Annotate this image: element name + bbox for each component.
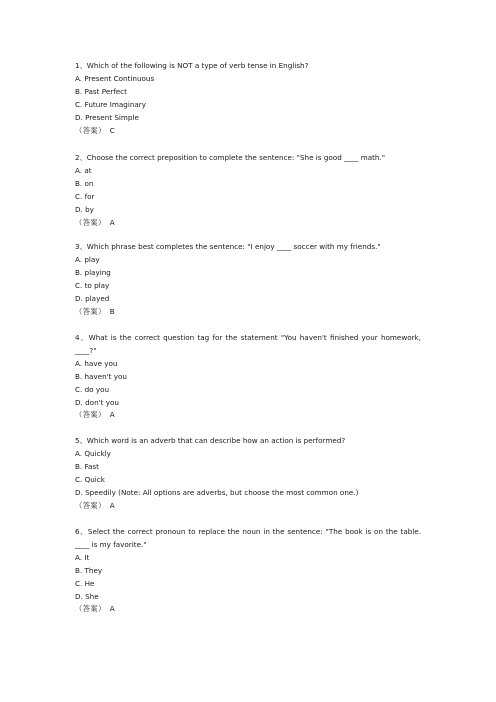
question-stem: 1、Which of the following is NOT a type of verb tense in English?: [75, 61, 309, 70]
answer-value: A: [109, 410, 115, 420]
option-b: B. haven't you: [75, 371, 127, 381]
answer-line: [75, 409, 421, 422]
question-1: [75, 60, 421, 137]
question-6: [75, 526, 421, 616]
option-a: A. at: [75, 165, 92, 175]
option-d: D. played: [75, 293, 110, 303]
option-c: C. Future Imaginary: [75, 99, 147, 109]
option-a: A. Quickly: [75, 448, 111, 458]
answer-value: B: [109, 306, 115, 316]
option-b: B. Past Perfect: [75, 86, 127, 96]
answer-label: （答案）: [75, 604, 106, 614]
answer-line: [75, 603, 421, 616]
question-stem: 3、Which phrase best completes the sentence: "I enjoy ____ soccer with my friends.": [75, 242, 381, 251]
option-c: C. do you: [75, 384, 110, 394]
answer-value: A: [109, 500, 115, 510]
option-c: C. to play: [75, 280, 110, 290]
question-2: [75, 152, 421, 229]
option-b: B. Fast: [75, 461, 99, 471]
answer-label: （答案）: [75, 125, 106, 135]
option-d: D. She: [75, 591, 99, 601]
answer-line: [75, 500, 421, 513]
option-a: A. have you: [75, 358, 118, 368]
answer-value: A: [109, 604, 115, 614]
option-a: A. It: [75, 552, 90, 562]
option-d: D. don't you: [75, 397, 119, 407]
question-3: [75, 241, 421, 318]
option-b: B. They: [75, 565, 103, 575]
question-4: [75, 332, 421, 422]
option-a: A. play: [75, 254, 100, 264]
answer-value: C: [109, 125, 115, 135]
answer-label: （答案）: [75, 217, 106, 227]
answer-value: A: [109, 217, 115, 227]
answer-label: （答案）: [75, 306, 106, 316]
question-stem: 5、Which word is an adverb that can describe how an action is performed?: [75, 436, 346, 445]
answer-line: [75, 125, 421, 138]
option-c: C. for: [75, 191, 95, 201]
option-d: D. Speedily (Note: All options are adverbs, but choose the most common one.): [75, 487, 359, 497]
answer-label: （答案）: [75, 410, 106, 420]
option-a: A. Present Continuous: [75, 73, 155, 83]
question-5: [75, 435, 421, 512]
option-b: B. on: [75, 178, 94, 188]
option-c: C. Quick: [75, 474, 105, 484]
question-stem: 6、Select the correct pronoun to replace the noun in the sentence: "The book is on the table. ____ is my favorite.": [75, 527, 421, 549]
option-d: D. Present Simple: [75, 112, 139, 122]
question-stem: 2、Choose the correct preposition to complete the sentence: "She is good ____ math.": [75, 153, 386, 162]
option-b: B. playing: [75, 267, 111, 277]
answer-line: [75, 306, 421, 319]
answer-label: （答案）: [75, 500, 106, 510]
option-c: C. He: [75, 578, 95, 588]
answer-line: [75, 217, 421, 230]
question-stem: 4、What is the correct question tag for the statement "You haven't finished your homework, ____?": [75, 333, 421, 355]
option-d: D. by: [75, 204, 94, 214]
